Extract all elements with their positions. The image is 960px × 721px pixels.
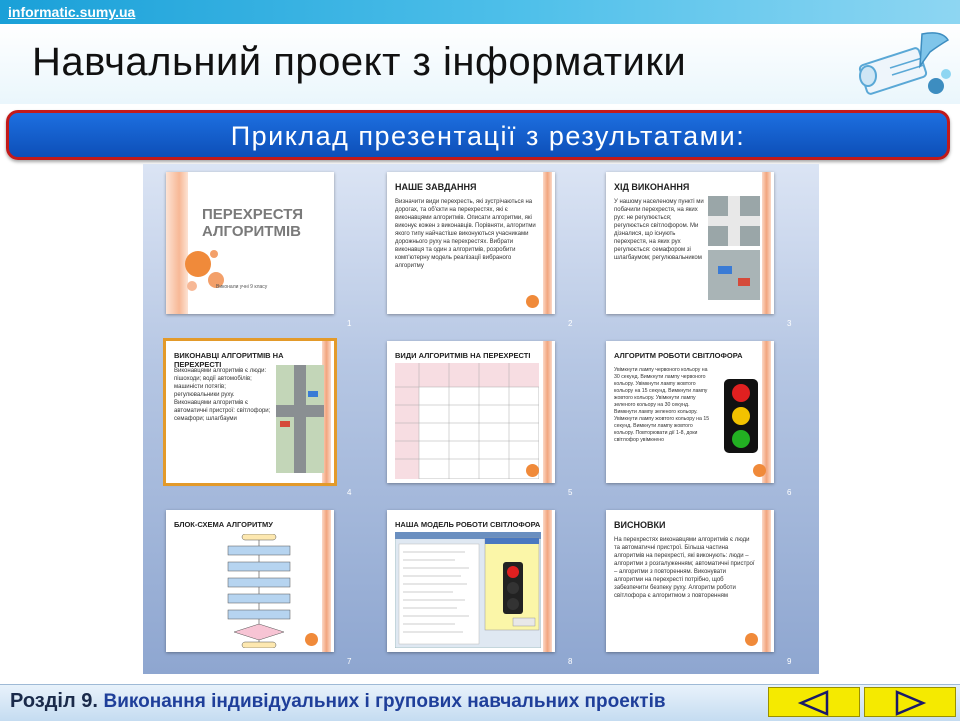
slide-decor-dot (526, 295, 539, 308)
slide-decor-stripe (543, 510, 552, 652)
slide-thumbnail-8[interactable] (387, 510, 555, 652)
subtitle: Приклад презентації з результатами: (230, 121, 746, 151)
slide-body: Визначити види перехресть, які зустрічаються на дорогах, та об'єкти на перехрестях, які є виконавцями алгоритмів. Описати алгоритми, які виконує кожен з виконавців. Порівняти, алгоритми якого типу найчастіше виконуються учасниками дорожнього руху на перехрестях. Вибрати виконавця та один з алгоритмів, розробити комп'ютерну модель реалізації вибраного алгоритму (395, 199, 536, 269)
page-title: Навчальний проект з інформатики (32, 40, 687, 84)
flowchart-icon (224, 534, 294, 648)
slide-thumbnail-9[interactable] (606, 510, 774, 652)
slide-title: НАША МОДЕЛЬ РОБОТИ СВІТЛОФОРА (395, 520, 541, 529)
slide-number: 8 (568, 657, 573, 666)
slide-number: 4 (347, 488, 352, 497)
slide-title: НАШЕ ЗАВДАННЯ (395, 182, 477, 192)
slide-thumbnail-5[interactable] (387, 341, 555, 483)
scroll-quill-logo (850, 26, 955, 106)
slide-decor-stripe (543, 341, 552, 483)
slide-number: 5 (568, 488, 573, 497)
slide-thumbnail-1[interactable] (166, 172, 334, 314)
slide-number: 6 (787, 488, 792, 497)
slide-title: АЛГОРИТМ РОБОТИ СВІТЛОФОРА (614, 351, 743, 360)
slide-number: 9 (787, 657, 792, 666)
slide-title: ВИДИ АЛГОРИТМІВ НА ПЕРЕХРЕСТІ (395, 351, 531, 360)
section-label: Розділ 9 (10, 690, 93, 712)
triangle-left-icon (769, 688, 861, 718)
slide-sorter-panel (143, 164, 819, 674)
slide-body: На перехрестях виконавцями алгоритмів є люди та автоматичні пристрої. Більша частина алгоритмів на перехресті, які виконують: люди – алгоритми з розгалуженням; автоматичні пристрої – алгоритми з повторенням. Виконувати алгоритми на перехресті потрібно, щоб забезпечити безпеку руху. Алгоритм роботи світлофора є алгоритмом з повторенням (614, 537, 755, 599)
slide-decor-dot (753, 464, 766, 477)
slide-thumbnail-4[interactable] (166, 341, 334, 483)
footer-text: Розділ 9. Виконання індивідуальних і групових навчальних проектів (10, 690, 666, 712)
top-bar (0, 0, 960, 24)
slide-decor-stripe (543, 172, 552, 314)
slide-decor-stripe (322, 510, 331, 652)
slide-title: ХІД ВИКОНАННЯ (614, 182, 690, 192)
slide-decor-dot (305, 633, 318, 646)
slide-decor-dot (526, 464, 539, 477)
slide-number: 3 (787, 319, 792, 328)
slide-number: 1 (347, 319, 352, 328)
intersection-photo-icon (708, 196, 760, 300)
slide-decor-stripe (762, 172, 771, 314)
slide-number: 7 (347, 657, 352, 666)
slide-title: БЛОК-СХЕМА АЛГОРИТМУ (174, 520, 273, 529)
slide-thumbnail-6[interactable] (606, 341, 774, 483)
traffic-scene-icon (276, 365, 324, 473)
slide-body: У нашому населеному пункті ми побачили перехрестя, на яких рух: не регулюється; регулюється світлофором. Ми дізналися, що існують перехрестя, на яких рух регулюється: семафором зі шлагбаумом; регулювальником (614, 199, 704, 261)
triangle-right-icon (865, 688, 957, 718)
slide-decor-stripe (762, 510, 771, 652)
prev-slide-button[interactable] (768, 687, 860, 717)
slide-body: Виконавцями алгоритмів є люди: пішоходи; водії автомобілів; машиністи потягів; регулювальники руху. Виконавцями алгоритмів є автоматичні пристрої: світлофори; семафори; шлагбауми (174, 368, 271, 422)
slide-title: ВИКОНАВЦІ АЛГОРИТМІВ НА ПЕРЕХРЕСТІ (174, 351, 284, 369)
decor-circles-icon (176, 242, 236, 302)
slide-title: ВИСНОВКИ (614, 520, 666, 530)
section-description: Виконання індивідуальних і групових навчальних проектів (103, 691, 666, 712)
subtitle-bar (6, 110, 950, 160)
slide-thumbnail-7[interactable] (166, 510, 334, 652)
algorithm-table-icon (395, 363, 539, 479)
next-slide-button[interactable] (864, 687, 956, 717)
slide-number: 2 (568, 319, 573, 328)
site-link[interactable]: informatic.sumy.ua (8, 4, 136, 20)
slide-thumbnail-2[interactable] (387, 172, 555, 314)
slide-decor-dot (745, 633, 758, 646)
slide-decor-stripe (762, 341, 771, 483)
slide-title: ПЕРЕХРЕСТЯ АЛГОРИТМІВ (202, 206, 304, 240)
slide-note: Виконали учні 9 класу (216, 284, 268, 290)
slide-thumbnail-3[interactable] (606, 172, 774, 314)
code-editor-screenshot-icon (395, 532, 541, 648)
traffic-light-icon (720, 379, 762, 453)
slide-body: Увімкнути лампу червоного кольору на 30 секунд. Вимкнути лампу червоного кольору. Увімкнути лампу жовтого кольору на 15 секунд. Вимкнути лампу жовтого кольору. Увімкнути лампу зеленого кольору на 30 секунд. Вимкнути лампу зеленого кольору. Увімкнути лампу жовтого кольору на 15 секунд. Вимкнути лампу жовтого кольору. Повторювати дії 1-8, доки світлофор увімкнено (614, 367, 710, 443)
